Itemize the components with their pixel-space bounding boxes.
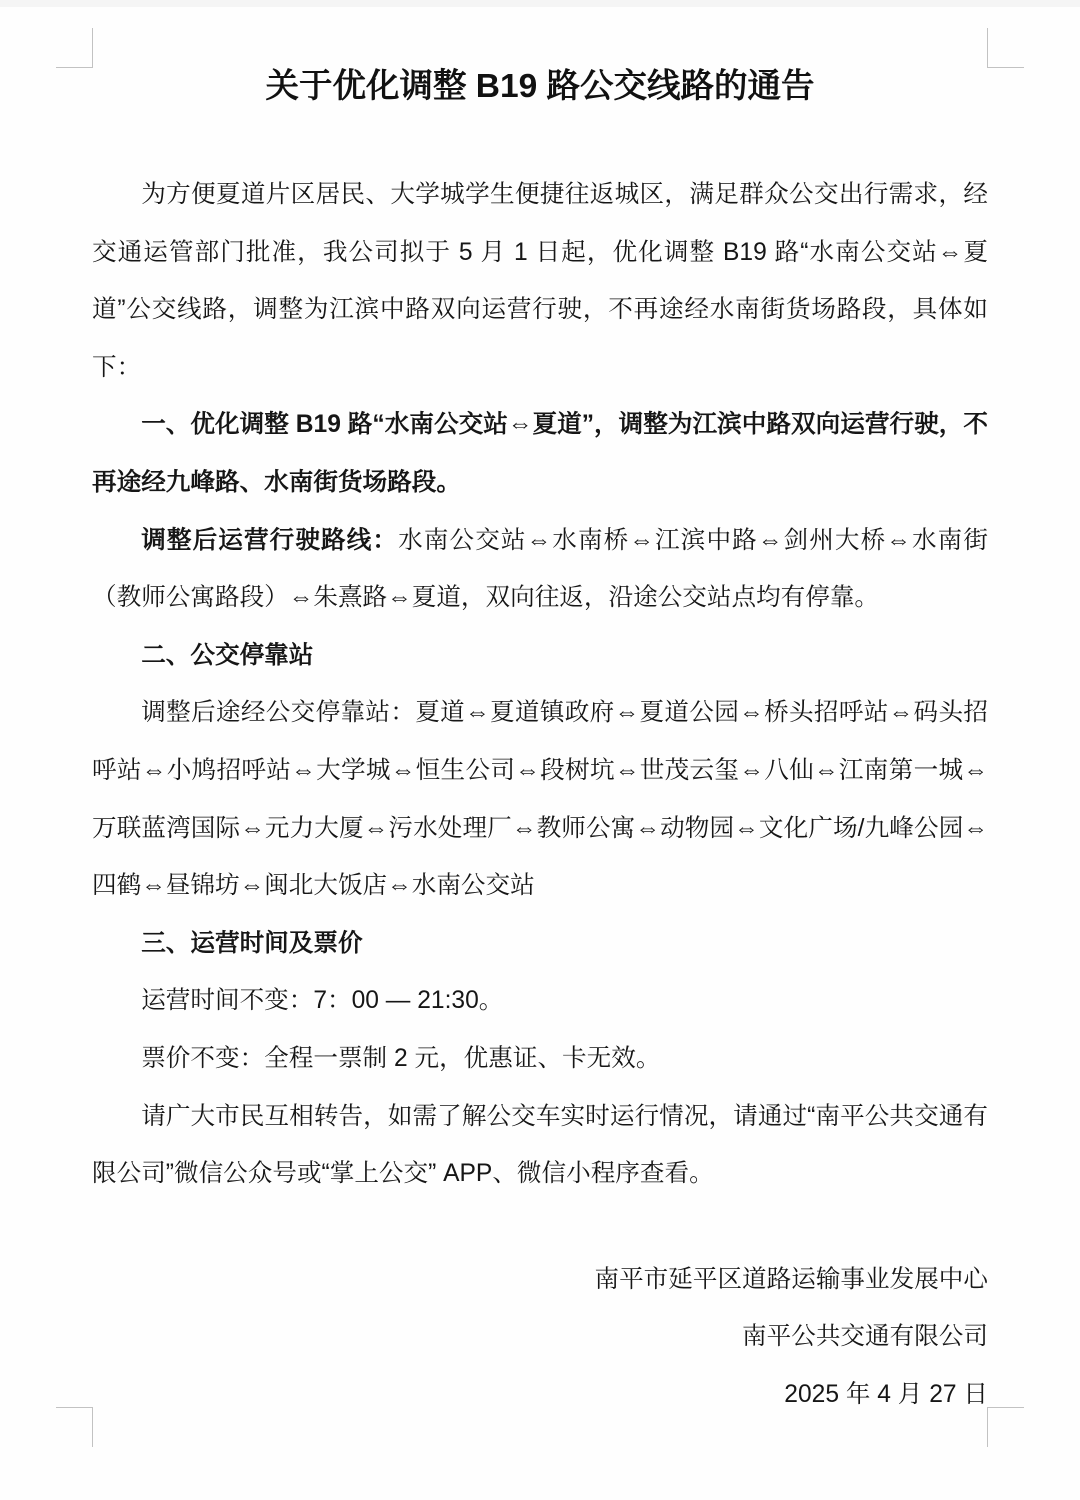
paragraph (92, 396, 988, 511)
text-segment: 水南公交站⇔水南桥⇔江滨中路⇔剑州大桥⇔水南街（教师公寓路段）⇔朱熹路⇔夏道，双向往返，沿途公交站点均有停靠。 (92, 526, 988, 612)
document-content (92, 0, 988, 1423)
paragraph (92, 972, 988, 1030)
crop-mark-top-left (56, 28, 93, 68)
text-segment: 2025 年 4 月 27 日 (784, 1380, 988, 1408)
crop-mark-bottom-right (987, 1407, 1024, 1447)
paragraph (92, 166, 988, 396)
document-title: 关于优化调整 B19 路公交线路的通告 (265, 68, 815, 105)
paragraph (92, 512, 988, 627)
text-segment: 为方便夏道片区居民、大学城学生便捷往返城区，满足群众公交出行需求，经交通运管部门批准，我公司拟于 5 月 1 日起，优化调整 B19 路“水南公交站⇔夏道”公交线路，调整为江滨中路双向运营行驶，不再途经水南街货场路段，具体如下： (92, 181, 988, 381)
signature-line (92, 1251, 988, 1309)
text-segment: 运营时间不变：7：00 — 21:30。 (141, 987, 504, 1015)
paragraph (92, 1030, 988, 1088)
bold-text-segment: 调整后运营行驶路线： (141, 526, 399, 554)
paragraph (92, 684, 988, 914)
text-segment: 南平公共交通有限公司 (742, 1323, 988, 1351)
signature-line (92, 1308, 988, 1366)
bold-text-segment: 一、优化调整 B19 路“水南公交站⇔夏道”，调整为江滨中路双向运营行驶，不再途经九峰路、水南街货场路段。 (92, 411, 988, 496)
paragraph (92, 915, 988, 973)
paragraphs (92, 166, 988, 1423)
text-segment: 调整后途经公交停靠站：夏道⇔夏道镇政府⇔夏道公园⇔桥头招呼站⇔码头招呼站⇔小鸠招呼站⇔大学城⇔恒生公司⇔段树坑⇔世茂云玺⇔八仙⇔江南第一城⇔万联蓝湾国际⇔元力大厦⇔污水处理厂⇔教师公寓⇔动物园⇔文化广场/九峰公园⇔四鹤⇔昼锦坊⇔闽北大饭店⇔水南公交站 (92, 699, 988, 900)
bold-text-segment: 三、运营时间及票价 (141, 929, 363, 957)
crop-mark-top-right (987, 28, 1024, 68)
signature-line (92, 1366, 988, 1424)
text-segment: 票价不变：全程一票制 2 元，优惠证、卡无效。 (141, 1044, 661, 1072)
crop-mark-bottom-left (56, 1407, 93, 1447)
paragraph (92, 1088, 988, 1203)
text-segment: 请广大市民互相转告，如需了解公交车实时运行情况，请通过“南平公共交通有限公司”微信公众号或“掌上公交” APP、微信小程序查看。 (92, 1102, 988, 1188)
text-segment: 南平市延平区道路运输事业发展中心 (594, 1265, 988, 1293)
paragraph (92, 627, 988, 685)
bold-text-segment: 二、公交停靠站 (141, 641, 314, 669)
